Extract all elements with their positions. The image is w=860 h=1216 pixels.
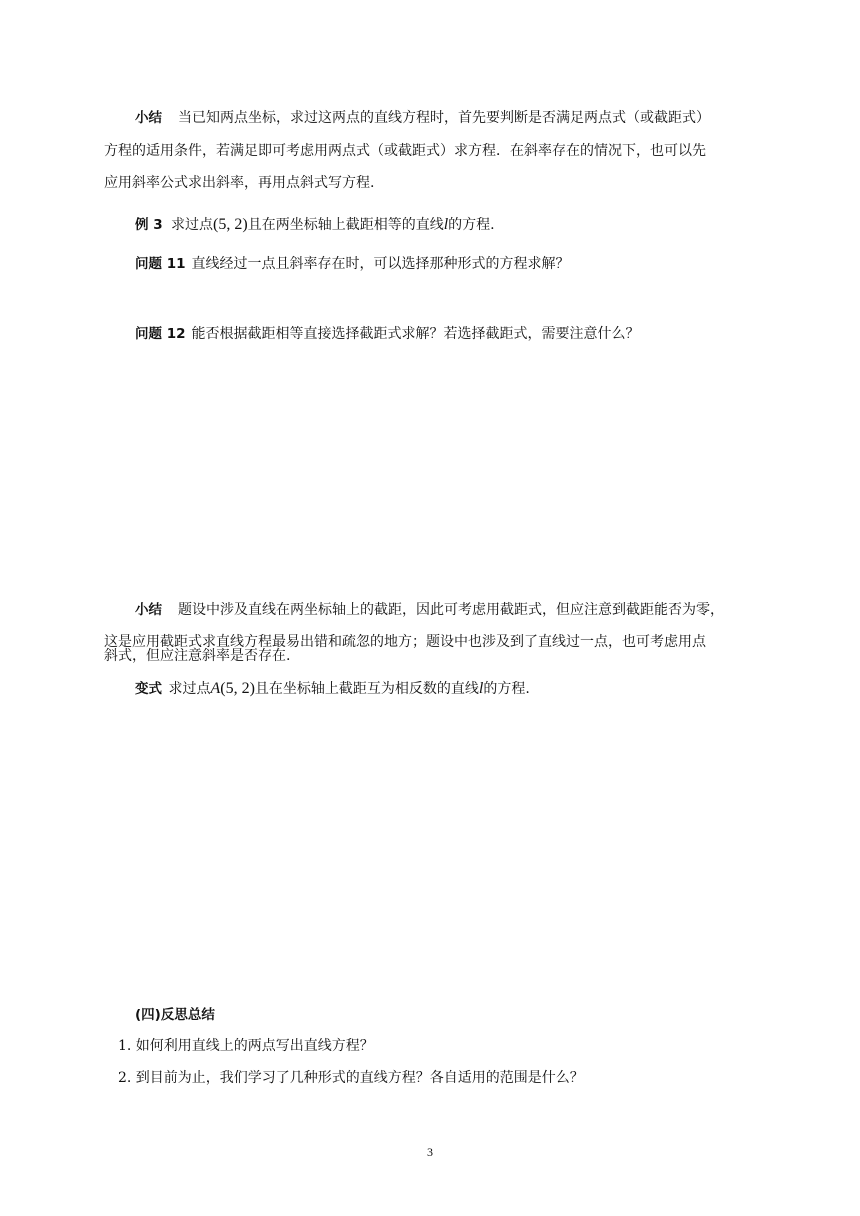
reflection-item: 2. 到目前为止，我们学习了几种形式的直线方程？各自适用的范围是什么？ <box>118 1070 584 1086</box>
question-11 <box>135 254 570 274</box>
summary-line: 题设中涉及直线在两坐标轴上的截距，因此可考虑用截距式，但应注意到截距能否为零， <box>178 602 724 618</box>
page-number: 3 <box>427 1145 433 1159</box>
summary-line: 应用斜率公式求出斜率，再用点斜式写方程. <box>104 175 375 191</box>
question-label: 问题 11 <box>135 256 186 272</box>
question-label: 问题 12 <box>135 326 186 342</box>
summary-line: 斜式，但应注意斜率是否存在. <box>104 648 291 664</box>
summary-line: 这是应用截距式求直线方程最易出错和疏忽的地方；题设中也涉及到了直线过一点，也可考虑用点 <box>104 634 706 650</box>
variant-text: 求过点 <box>168 681 211 697</box>
variant-text: 的方程. <box>483 681 530 697</box>
summary-line: 方程的适用条件，若满足即可考虑用两点式（或截距式）求方程．在斜率存在的情况下，也可以先 <box>104 143 706 159</box>
example-text: 且在两坐标轴上截距相等的直线 <box>247 217 444 233</box>
reflection-item: 1. 如何利用直线上的两点写出直线方程？ <box>118 1038 374 1054</box>
point-coordinates: (5, 2) <box>213 216 248 233</box>
example-text: 的方程. <box>448 217 495 233</box>
variant-label: 变式 <box>135 681 162 697</box>
point-coordinates: (5, 2) <box>220 680 255 697</box>
example-text: 求过点 <box>171 217 214 233</box>
point-letter: A <box>210 680 221 697</box>
example-3 <box>135 215 495 235</box>
summary-label: 小结 <box>135 602 162 618</box>
line-variable: l <box>478 680 484 697</box>
line-variable: l <box>443 216 449 233</box>
variant-exercise <box>135 679 530 699</box>
question-12 <box>135 324 640 344</box>
summary-line: 当已知两点坐标，求过这两点的直线方程时，首先要判断是否满足两点式（或截距式） <box>178 110 710 126</box>
variant-text: 且在坐标轴上截距互为相反数的直线 <box>254 681 479 697</box>
reflection-heading: (四)反思总结 <box>135 1007 215 1023</box>
question-text: 能否根据截距相等直接选择截距式求解？若选择截距式，需要注意什么？ <box>191 326 640 342</box>
summary-label: 小结 <box>135 110 162 126</box>
question-text: 直线经过一点且斜率存在时，可以选择那种形式的方程求解？ <box>191 256 570 272</box>
example-label: 例 3 <box>135 217 163 233</box>
